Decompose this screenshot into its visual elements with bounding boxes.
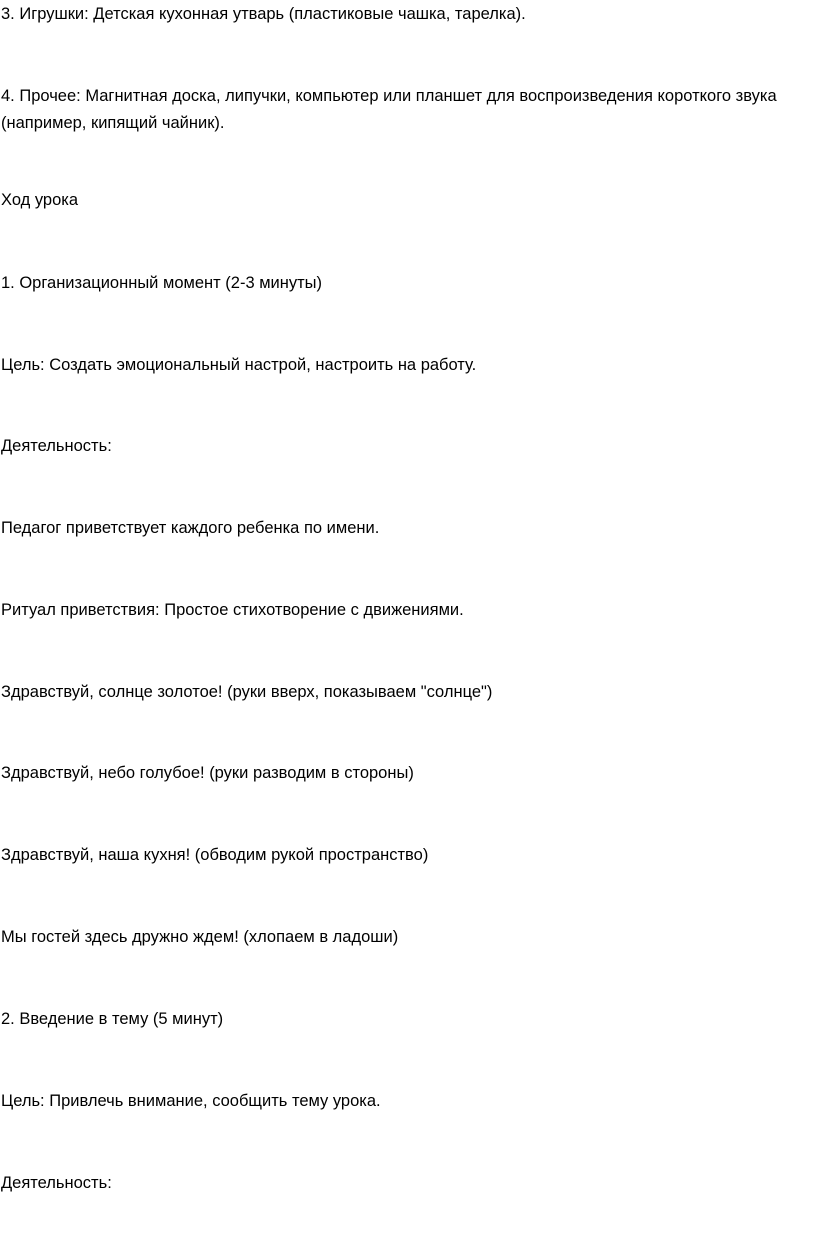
goal-1: Цель: Создать эмоциональный настрой, настроить на работу. [1,356,477,374]
activity-label-1: Деятельность: [1,437,112,455]
poem-line-1: Здравствуй, солнце золотое! (руки вверх, показываем "солнце") [1,683,493,701]
goal-2: Цель: Привлечь внимание, сообщить тему урока. [1,1092,381,1110]
activity-item-ritual: Ритуал приветствия: Простое стихотворение с движениями. [1,601,464,619]
paragraph-other-materials: 4. Прочее: Магнитная доска, липучки, компьютер или планшет для воспроизведения короткого звука (например, кипящий чайник). [1,87,777,132]
section-heading-1: 1. Организационный момент (2-3 минуты) [1,274,323,292]
poem-line-2: Здравствуй, небо голубое! (руки разводим в стороны) [1,764,414,782]
heading-lesson-plan: Ход урока [1,191,79,209]
activity-label-2: Деятельность: [1,1174,112,1192]
section-heading-2: 2. Введение в тему (5 минут) [1,1010,224,1028]
activity-item-greeting: Педагог приветствует каждого ребенка по имени. [1,519,380,537]
paragraph-toys: 3. Игрушки: Детская кухонная утварь (пластиковые чашка, тарелка). [1,5,526,23]
poem-line-3: Здравствуй, наша кухня! (обводим рукой пространство) [1,846,429,864]
poem-line-4: Мы гостей здесь дружно ждем! (хлопаем в ладоши) [1,928,399,946]
